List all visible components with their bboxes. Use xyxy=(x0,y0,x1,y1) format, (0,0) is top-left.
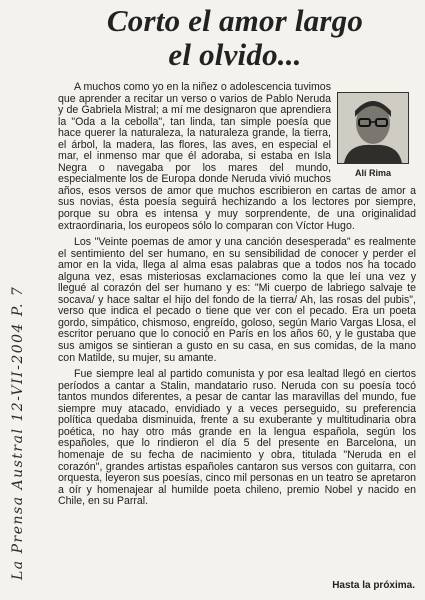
article-body xyxy=(58,82,416,513)
article-title xyxy=(60,4,410,72)
author-name: Alí Rima xyxy=(354,168,391,178)
article-paragraph: Fue siempre leal al partido comunista y por esa lealtad llegó en ciertos períodos a cantar a Stalin, mandatario ruso. Neruda con su poesía tocó tantos mundos diferentes, a pesar de cantar las maravillas del mundo, fue siempre muy atacado, envidiado y a veces perseguido, su preferencia política quedaba disminuida, frente a su exuberante y multitudinaria obra poética, no hay otro más grande en la lengua española, según los españoles, que lo rindieron el día 5 del presente en Barcelona, un homenaje de su fecha de nacimiento y obra, titulada "Neruda en el corazón", grandes artistas españoles cantaron sus versos con guitarra, con orquesta, leyeron sus poesías, cinco mil personas en un teatro se apretaron a oír y homenajear al humilde poeta chileno, premio Nobel y nacido en Chile, en su Parral. xyxy=(58,368,416,508)
handwritten-source-note: La Prensa Austral 12-VII-2004 P. 7 xyxy=(10,285,26,580)
article-paragraph: A muchos como yo en la niñez o adolescencia tuvimos que aprender a recitar un verso o varios de Pablo Neruda y de Gabriela Mistral; a mí me designaron que aprendiera la "Oda a la cebolla", tan linda, tan simple poesía que hace querer la naturaleza, la naturaleza grande, la tierra, el árbol, la madera, las flores, las aves, en especial el mar, el inmenso mar que él adoraba, si estaba en Isla Negra o navegaba por los mares del mundo, especialmente los de Europa donde Neruda vivió muchos años, esos versos de amor que muchos escribieron en cartas de amor a sus novias, ésta poesía seguirá hechizando a los lectores por siempre, porque su obra es intensa y muy sorprendente, de una originalidad extraordinaria, los europeos sólo lo comparan con Víctor Hugo. xyxy=(58,81,416,232)
article-signoff: Hasta la próxima. xyxy=(332,580,415,591)
article-paragraph: Los "Veinte poemas de amor y una canción desesperada" es realmente el sentimiento del ser humano, en su sensibilidad de conocer y perder el amor en la vida, llega al alma esas palabras que a todos nos ha tocado alguna vez, esas misteriosas exclamaciones como la que leí una vez y llegué al corazón del ser humano y es: "Mi cuerpo de labriego salvaje te socava/ y hace saltar el hijo del fondo de la tierra/ Ah, las rosas del pubis", verso que indica el pecado o tiene que ver con el pecado. Era un poeta gordo, simpático, chismoso, engreído, goloso, según Mario Vargas Llosa, el escritor peruano que lo conoció en París en los años 60, y le gustaba que sus amigos se sintieran a gusto en su casa, en sus comidas, de la mano con Matilde, su mujer, su amante. xyxy=(58,236,416,364)
article-title-line-2: el olvido... xyxy=(168,37,302,72)
article-title-line-1: Corto el amor largo xyxy=(106,3,364,38)
